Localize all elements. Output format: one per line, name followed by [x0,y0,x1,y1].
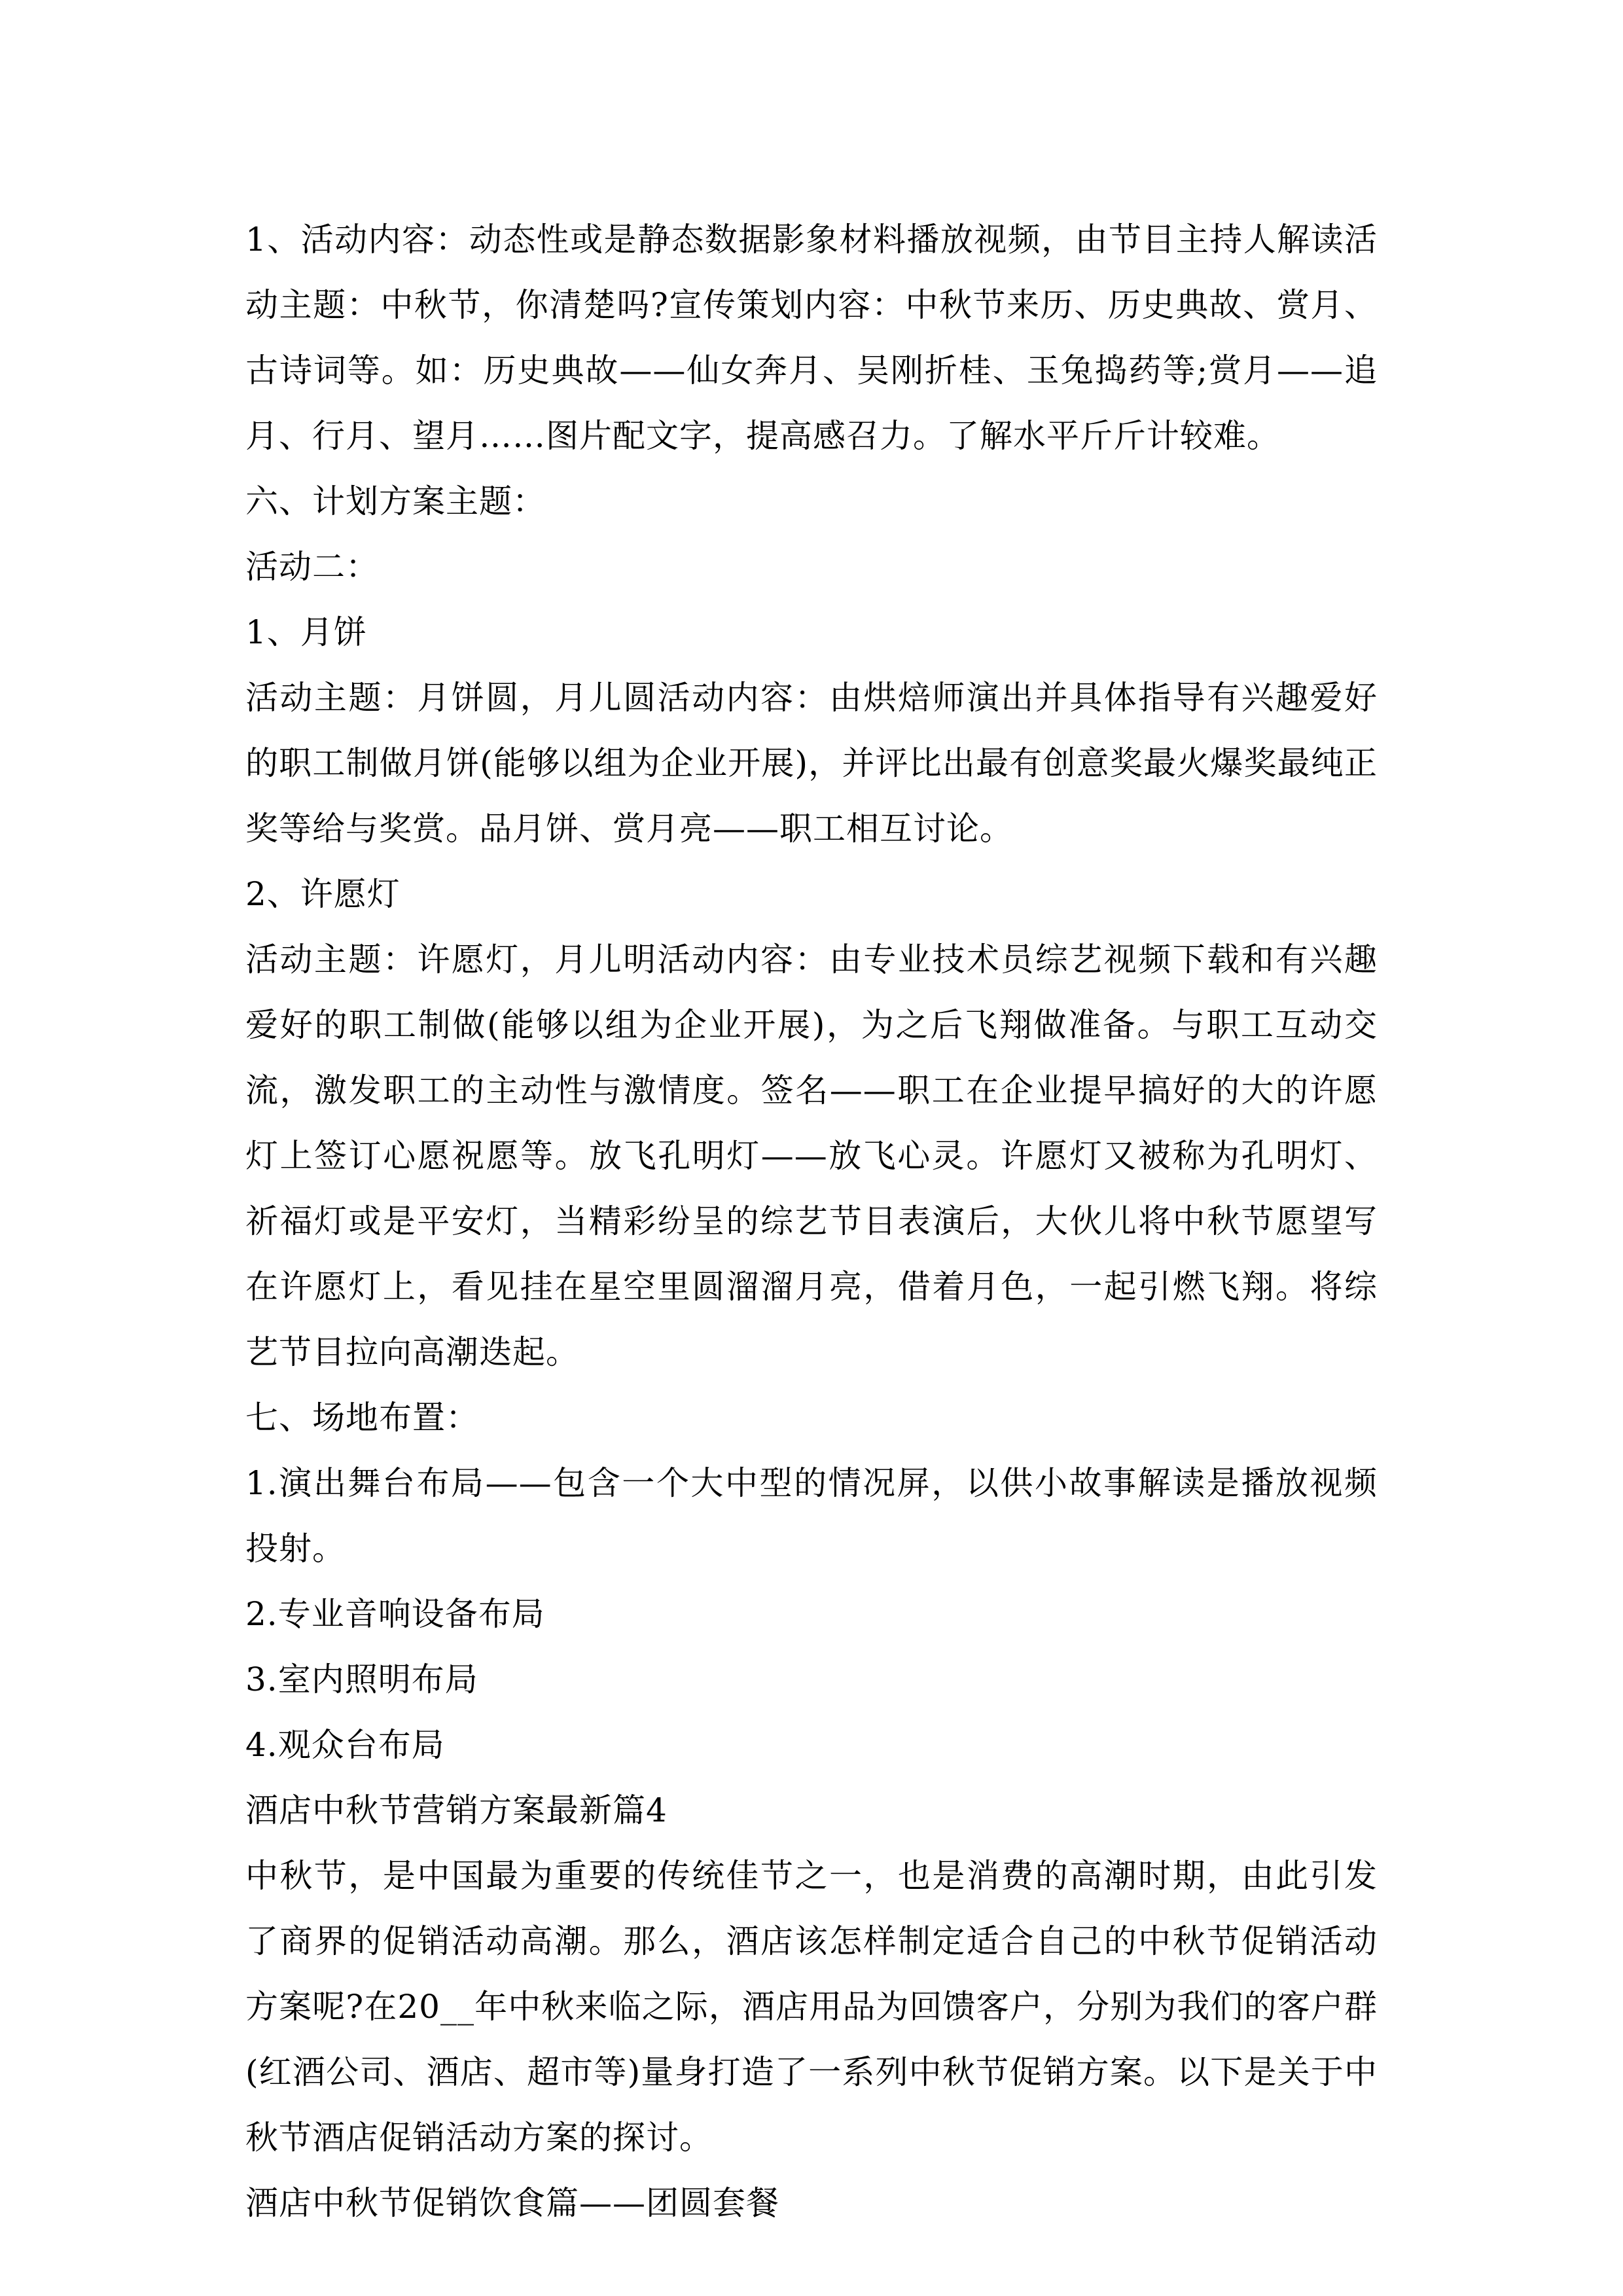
list-item-lighting: 3.室内照明布局 [245,1660,478,1698]
section-title-hotel-marketing: 酒店中秋节营销方案最新篇4 [245,1791,668,1829]
heading-mooncake: 1、月饼 [245,613,367,651]
list-item-audio: 2.专业音响设备布局 [245,1595,545,1633]
heading-activity-two: 活动二： [245,548,379,586]
paragraph-mooncake: 活动主题：月饼圆，月儿圆活动内容：由烘焙师演出并具体指导有兴趣爱好的职工制做月饼(能够以组为企业开展)，并评比出最有创意奖最火爆奖最纯正奖等给与奖赏。品月饼、赏月亮——职工相互讨论。 [245,679,1378,848]
paragraph-hotel-intro: 中秋节，是中国最为重要的传统佳节之一，也是消费的高潮时期，由此引发了商界的促销活动高潮。那么，酒店该怎样制定适合自己的中秋节促销活动方案呢?在20__年中秋来临之际，酒店用品为回馈客户，分别为我们的客户群(红酒公司、酒店、超市等)量身打造了一系列中秋节促销方案。以下是关于中秋节酒店促销活动方案的探讨。 [245,1857,1378,2157]
heading-reunion-set-meal: 酒店中秋节促销饮食篇——团圆套餐 [245,2184,779,2222]
document-body [245,207,1378,2236]
heading-plan-theme: 六、计划方案主题： [245,482,546,520]
list-item-audience: 4.观众台布局 [245,1726,445,1764]
list-item-stage: 1.演出舞台布局——包含一个大中型的情况屏，以供小故事解读是播放视频投射。 [245,1464,1378,1568]
heading-venue-layout: 七、场地布置： [245,1399,479,1437]
paragraph-activity-content: 1、活动内容：动态性或是静态数据影象材料播放视频，由节目主持人解读活动主题：中秋节，你清楚吗?宣传策划内容：中秋节来历、历史典故、赏月、古诗词等。如：历史典故——仙女奔月、吴刚折桂、玉兔捣药等;赏月——追月、行月、望月……图片配文字，提高感召力。了解水平斤斤计较难。 [245,221,1378,455]
heading-wish-lantern: 2、许愿灯 [245,875,401,913]
paragraph-wish-lantern: 活动主题：许愿灯，月儿明活动内容：由专业技术员综艺视频下载和有兴趣爱好的职工制做(能够以组为企业开展)，为之后飞翔做准备。与职工互动交流，激发职工的主动性与激情度。签名——职工在企业提早搞好的大的许愿灯上签订心愿祝愿等。放飞孔明灯——放飞心灵。许愿灯又被称为孔明灯、祈福灯或是平安灯，当精彩纷呈的综艺节目表演后，大伙儿将中秋节愿望写在许愿灯上，看见挂在星空里圆溜溜月亮，借着月色，一起引燃飞翔。将综艺节目拉向高潮迭起。 [245,941,1378,1371]
